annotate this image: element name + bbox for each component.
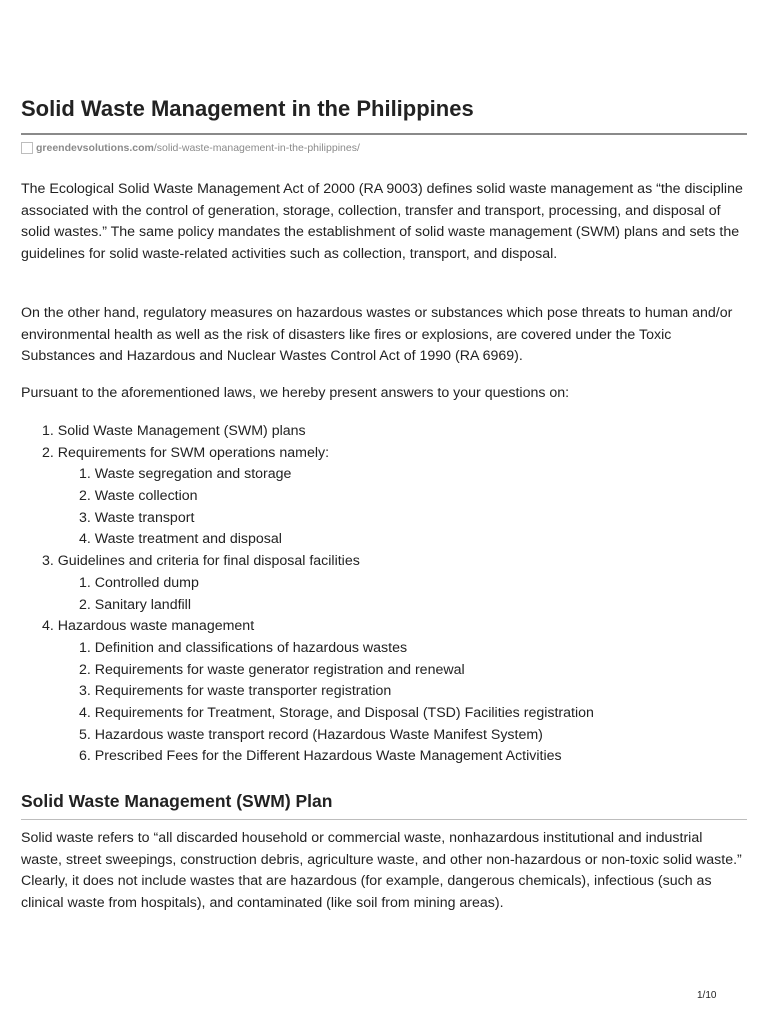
sub-list-item: 5. Hazardous waste transport record (Hazardous Waste Manifest System) xyxy=(79,726,543,743)
sub-list-item: 1. Waste segregation and storage xyxy=(79,466,292,483)
sub-list-item: 6. Prescribed Fees for the Different Hazardous Waste Management Activities xyxy=(79,748,562,765)
list-item: 1. Solid Waste Management (SWM) plans xyxy=(42,423,306,439)
sub-list-item: 2. Sanitary landfill xyxy=(79,596,191,613)
page-number: 1/10 xyxy=(697,990,717,1001)
section-heading: Solid Waste Management (SWM) Plan xyxy=(21,791,333,811)
intro-paragraph: The Ecological Solid Waste Management Act of 2000 (RA 9003) defines solid waste management as “the discipline associated with the control of generation, storage, collection, transfer and transport, processing, and disposal of solid wastes.” The same policy mandates the establishment of solid waste management (SWM) plans and sets the guidelines for solid waste-related activities such as collection, transport, and disposal. xyxy=(21,181,743,262)
sub-list-item: 4. Waste treatment and disposal xyxy=(79,531,282,548)
section-paragraph: Solid waste refers to “all discarded household or commercial waste, nonhazardous institutional and industrial waste, street sweepings, construction debris, agriculture waste, and other non-hazardous or non-toxic solid waste.” Clearly, it does not include wastes that are hazardous (for example, dangerous chemicals), infectious (such as clinical waste from hospitals), and contaminated (like soil from mining areas). xyxy=(21,830,742,911)
section-divider xyxy=(21,819,747,820)
sub-list-item: 3. Waste transport xyxy=(79,509,195,526)
sub-list-item: 2. Waste collection xyxy=(79,488,198,505)
topics-list xyxy=(21,421,747,768)
source-domain[interactable]: greendevsolutions.com xyxy=(36,142,154,154)
list-item: 2. Requirements for SWM operations namely: xyxy=(42,444,330,461)
list-item: 3. Guidelines and criteria for final disposal facilities xyxy=(42,553,360,570)
page-title: Solid Waste Management in the Philippines xyxy=(21,96,474,121)
source-path[interactable]: /solid-waste-management-in-the-philippines/ xyxy=(153,142,360,154)
favicon-icon xyxy=(21,142,33,154)
hazardous-paragraph: On the other hand, regulatory measures on hazardous wastes or substances which pose threats to human and/or environmental health as well as the risk of disasters like fires or explosions, are covered under the Toxic Substances and Hazardous and Nuclear Wastes Control Act of 1990 (RA 6969). xyxy=(21,305,733,365)
pursuant-paragraph: Pursuant to the aforementioned laws, we hereby present answers to your questions on: xyxy=(21,385,570,401)
source-link[interactable] xyxy=(21,140,360,156)
sub-list-item: 2. Requirements for waste generator registration and renewal xyxy=(79,661,465,678)
sub-list-item: 1. Definition and classifications of hazardous wastes xyxy=(79,639,408,656)
title-divider xyxy=(21,133,747,135)
sub-list-item: 3. Requirements for waste transporter registration xyxy=(79,683,392,700)
list-item: 4. Hazardous waste management xyxy=(42,618,255,635)
sub-list-item: 1. Controlled dump xyxy=(79,574,199,591)
sub-list-item: 4. Requirements for Treatment, Storage, and Disposal (TSD) Facilities registration xyxy=(79,704,594,721)
